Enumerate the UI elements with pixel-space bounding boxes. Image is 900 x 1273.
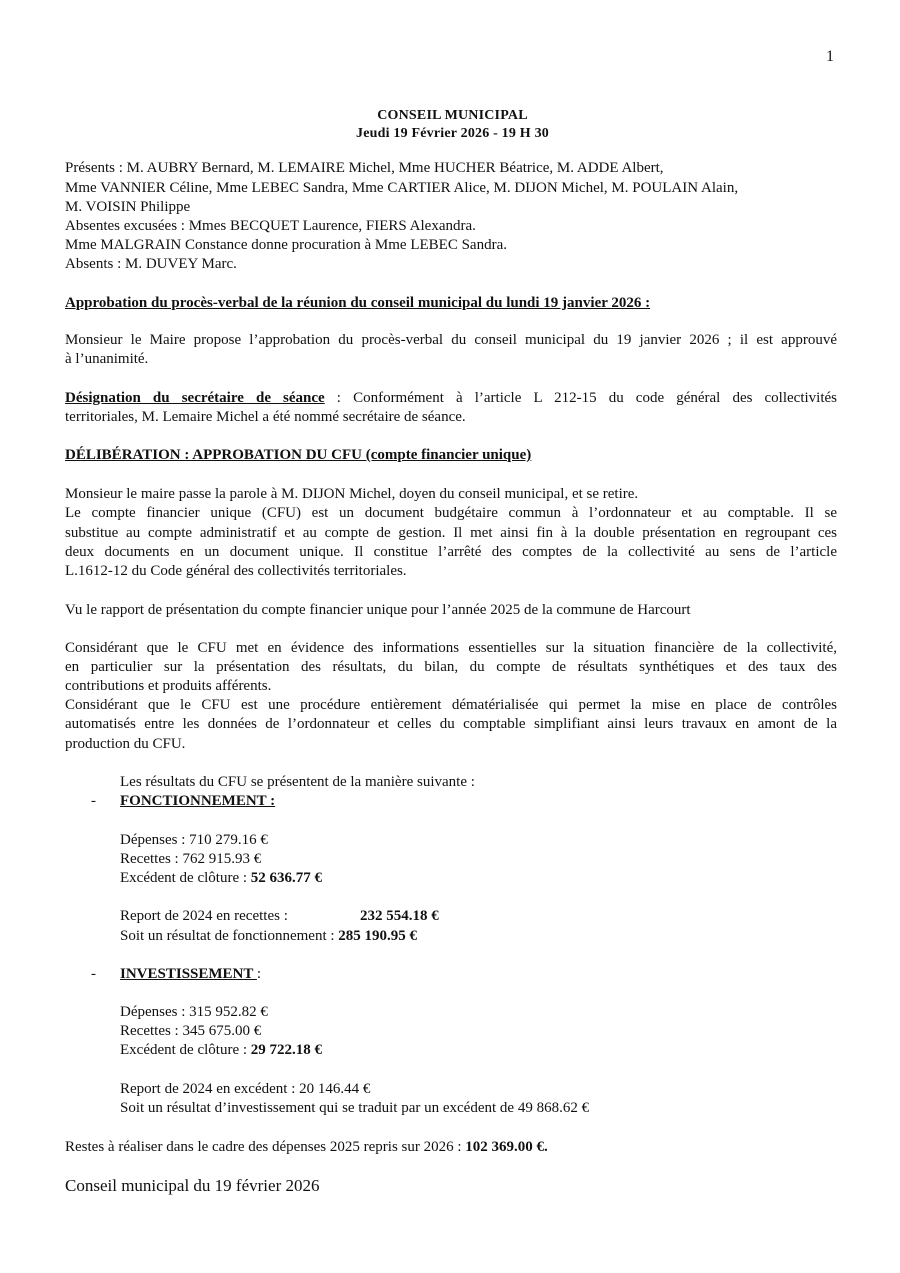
fonctionnement-depenses: Dépenses : 710 279.16 € xyxy=(120,832,268,848)
results-intro: Les résultats du CFU se présentent de la manière suivante : xyxy=(120,774,475,790)
page-footer: Conseil municipal du 19 février 2026 xyxy=(65,1176,320,1195)
restes-value: 102 369.00 €. xyxy=(465,1139,548,1155)
investissement-report: Report de 2024 en excédent : 20 146.44 € xyxy=(120,1081,371,1097)
restes-label: Restes à réaliser dans le cadre des dépenses 2025 repris sur 2026 : xyxy=(65,1139,466,1155)
approval-heading: Approbation du procès-verbal de la réunion du conseil municipal du lundi 19 janvier 2026 : xyxy=(65,295,651,311)
deliberation-p1-line-2: Le compte financier unique (CFU) est un document budgétaire commun à l’ordonnateur et au comptable. Il se xyxy=(65,505,837,521)
investissement-heading-suffix: : xyxy=(256,966,262,982)
investissement-recettes: Recettes : 345 675.00 € xyxy=(120,1023,262,1039)
secretary-text: : Conformément à l’article L 212-15 du code général des collectivités xyxy=(324,390,837,406)
attendance-present-2: Mme VANNIER Céline, Mme LEBEC Sandra, Mme CARTIER Alice, M. DIJON Michel, M. POULAIN Alain, xyxy=(65,180,739,196)
attendance-absent: Absents : M. DUVEY Marc. xyxy=(65,256,237,272)
deliberation-heading: DÉLIBÉRATION : APPROBATION DU CFU (compte financier unique) xyxy=(65,447,532,463)
approval-text-1: Monsieur le Maire propose l’approbation du procès-verbal du conseil municipal du 19 janvier 2026 ; il est approuvé xyxy=(65,332,837,348)
deliberation-p1-line-3: substitue au compte administratif et au compte de gestion. Il met ainsi fin à la double présentation en regroupant ces xyxy=(65,525,837,541)
restes-a-realiser xyxy=(65,1139,548,1156)
deliberation-p3-line-1: Considérant que le CFU met en évidence des informations essentielles sur la situation financière de la collectivité, xyxy=(65,640,837,656)
investissement-excedent-value: 29 722.18 € xyxy=(250,1042,323,1058)
fonctionnement-excedent xyxy=(120,870,322,887)
deliberation-p3-line-4: Considérant que le CFU est une procédure entièrement dématérialisée qui permet la mise en place de contrôles xyxy=(65,697,837,713)
fonctionnement-excedent-value: 52 636.77 € xyxy=(250,870,323,886)
deliberation-p3-line-6: production du CFU. xyxy=(65,736,186,752)
deliberation-p1-line-5: L.1612-12 du Code général des collectivités territoriales. xyxy=(65,563,407,579)
fonctionnement-bullet: - xyxy=(91,793,96,809)
investissement-heading: INVESTISSEMENT xyxy=(120,966,257,982)
secretary-label: Désignation du secrétaire de séance xyxy=(65,390,325,406)
fonctionnement-resultat-label: Soit un résultat de fonctionnement : xyxy=(120,928,339,944)
attendance-present-3: M. VOISIN Philippe xyxy=(65,199,191,215)
deliberation-p3-line-3: contributions et produits afférents. xyxy=(65,678,272,694)
fonctionnement-report-value: 232 554.18 € xyxy=(360,908,439,924)
deliberation-p1-line-4: deux documents en un document unique. Il constitue l’arrêté des comptes de la collectivité au sens de l’article xyxy=(65,544,837,560)
deliberation-p2: Vu le rapport de présentation du compte financier unique pour l’année 2025 de la commune de Harcourt xyxy=(65,602,691,618)
fonctionnement-recettes: Recettes : 762 915.93 € xyxy=(120,851,262,867)
page-title: CONSEIL MUNICIPAL xyxy=(377,108,528,123)
secretary-paragraph-2: territoriales, M. Lemaire Michel a été nommé secrétaire de séance. xyxy=(65,409,466,425)
deliberation-p3-line-5: automatisés entre les données de l’ordonnateur et celles du comptable simplifiant ainsi leurs travaux en amont de la xyxy=(65,716,837,732)
fonctionnement-excedent-label: Excédent de clôture : xyxy=(120,870,251,886)
attendance-excused: Absentes excusées : Mmes BECQUET Laurence, FIERS Alexandra. xyxy=(65,218,476,234)
investissement-resultat: Soit un résultat d’investissement qui se traduit par un excédent de 49 868.62 € xyxy=(120,1100,590,1116)
investissement-depenses: Dépenses : 315 952.82 € xyxy=(120,1004,268,1020)
deliberation-p1-line-1: Monsieur le maire passe la parole à M. DIJON Michel, doyen du conseil municipal, et se retire. xyxy=(65,486,639,502)
fonctionnement-report-label: Report de 2024 en recettes : xyxy=(120,908,288,924)
meeting-date: Jeudi 19 Février 2026 - 19 H 30 xyxy=(356,126,549,141)
secretary-paragraph-1 xyxy=(65,390,837,407)
deliberation-p3-line-2: en particulier sur la présentation des résultats, du bilan, du compte de résultats synthétiques et des taux des xyxy=(65,659,837,675)
fonctionnement-resultat xyxy=(120,928,417,945)
investissement-heading-line xyxy=(120,966,261,983)
fonctionnement-resultat-value: 285 190.95 € xyxy=(338,928,418,944)
fonctionnement-heading: FONCTIONNEMENT : xyxy=(120,793,276,809)
approval-text-2: à l’unanimité. xyxy=(65,351,149,367)
page-number: 1 xyxy=(826,48,834,65)
attendance-present-1: Présents : M. AUBRY Bernard, M. LEMAIRE Michel, Mme HUCHER Béatrice, M. ADDE Albert, xyxy=(65,160,664,176)
investissement-excedent xyxy=(120,1042,322,1059)
attendance-proxy: Mme MALGRAIN Constance donne procuration à Mme LEBEC Sandra. xyxy=(65,237,507,253)
investissement-bullet: - xyxy=(91,966,96,982)
investissement-excedent-label: Excédent de clôture : xyxy=(120,1042,251,1058)
